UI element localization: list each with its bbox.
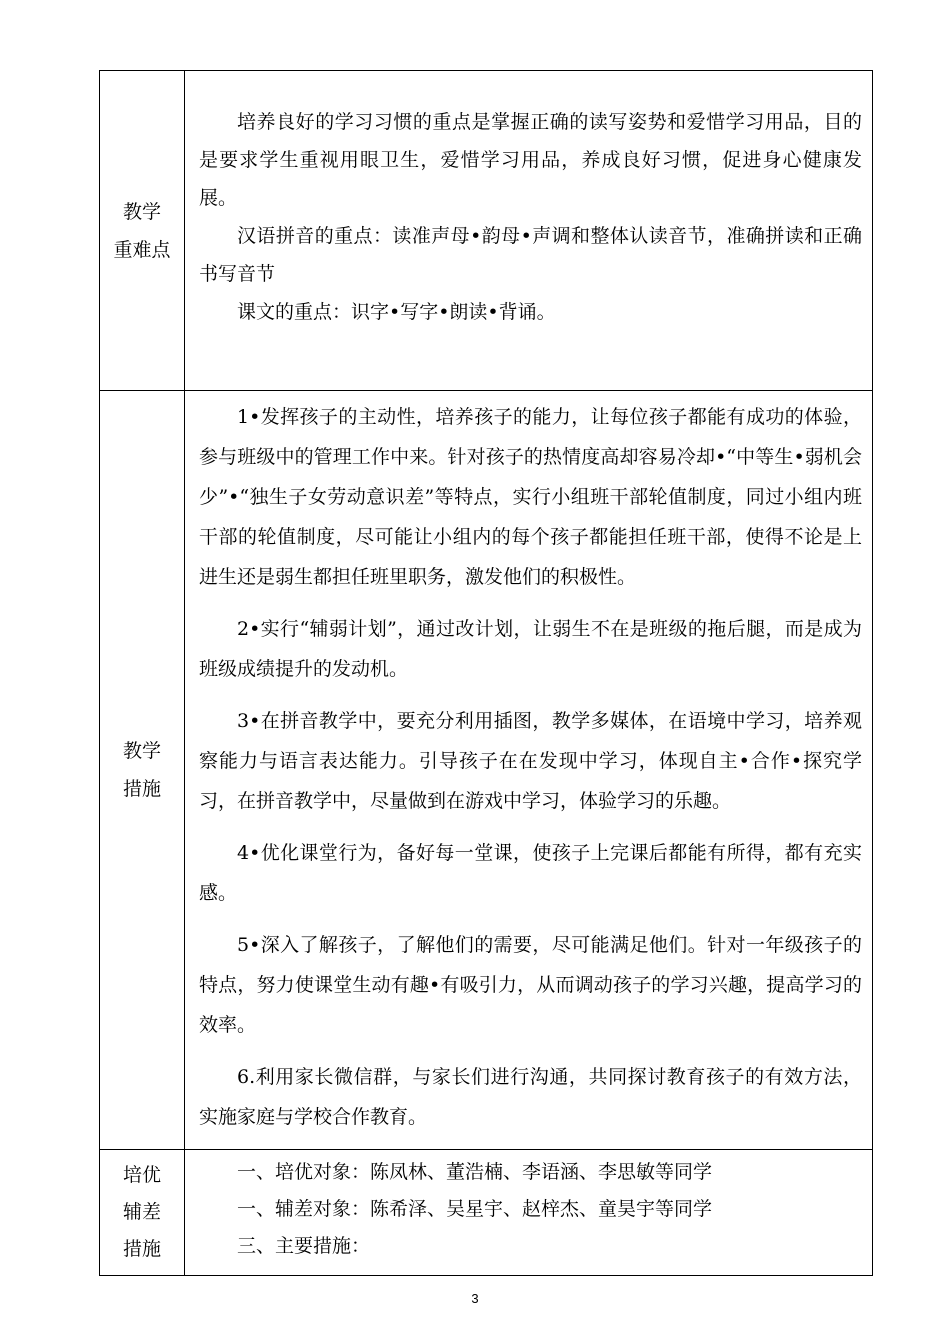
paragraph: 3•在拼音教学中，要充分利用插图，教学多媒体，在语境中学习，培养观察能力与语言表达能力。引导孩子在在发现中学习，体现自主•合作•探究学习，在拼音教学中，尽量做到在游戏中学习，体验学习的乐趣。 [199,710,862,812]
lesson-plan-table [99,70,873,1276]
table-row-teaching-measures [100,391,873,1150]
row-label-line: 培优 [122,1164,161,1186]
row-label-line: 措施 [122,1238,161,1260]
row-label-line: 教学 [122,740,161,762]
table-row-tutoring-measures [100,1150,873,1276]
paragraph: 三、主要措施： [237,1235,371,1257]
paragraph: 一、培优对象：陈凤林、董浩楠、李语涵、李思敏等同学 [237,1161,713,1183]
clipped-content [199,397,862,1149]
paragraph: 4•优化课堂行为，备好每一堂课，使孩子上完课后都能有所得，都有充实感。 [199,842,862,904]
row-label-tutoring-measures [100,1150,185,1276]
row-content-teaching-measures [185,391,873,1150]
paragraph: 一、辅差对象：陈希泽、吴星宇、赵梓杰、童昊宇等同学 [237,1198,713,1220]
paragraph: 培养良好的学习习惯的重点是掌握正确的读写姿势和爱惜学习用品，目的是要求学生重视用眼卫生，爱惜学习用品，养成良好习惯，促进身心健康发展。 [199,111,862,209]
paragraph: 课文的重点：识字•写字•朗读•背诵。 [237,301,556,323]
row-content-tutoring-measures [185,1150,873,1276]
row-content-key-difficulties [185,71,873,391]
paragraph: 1•发挥孩子的主动性，培养孩子的能力，让每位孩子都能有成功的体验，参与班级中的管理工作中来。针对孩子的热情度高却容易冷却•“中等生•弱机会少”•“独生子女劳动意识差”等特点，实行小组班干部轮值制度，同过小组内班干部的轮值制度，尽可能让小组内的每个孩子都能担任班干部，使得不论是上进生还是弱生都担任班里职务，激发他们的积极性。 [199,406,862,588]
row-label-teaching-measures [100,391,185,1150]
page-number: 3 [471,1291,479,1306]
paragraph: 2•实行“辅弱计划”，通过改计划，让弱生不在是班级的拖后腿，而是成为班级成绩提升的发动机。 [199,618,862,680]
paragraph: 5•深入了解孩子，了解他们的需要，尽可能满足他们。针对一年级孩子的特点，努力使课堂生动有趣•有吸引力，从而调动孩子的学习兴趣，提高学习的效率。 [199,934,862,1036]
row-label-line: 教学 [122,200,161,223]
row-label-line: 措施 [122,778,161,800]
row-label-line: 重难点 [113,238,171,261]
row-label-line: 辅差 [122,1201,161,1223]
paragraph: 6.利用家长微信群，与家长们进行沟通，共同探讨教育孩子的有效方法，实施家庭与学校合作教育。 [199,1066,862,1128]
paragraph: 汉语拼音的重点：读准声母•韵母•声调和整体认读音节，准确拼读和正确书写音节 [199,225,862,285]
table-row-key-difficulties [100,71,873,391]
row-label-key-difficulties [100,71,185,391]
